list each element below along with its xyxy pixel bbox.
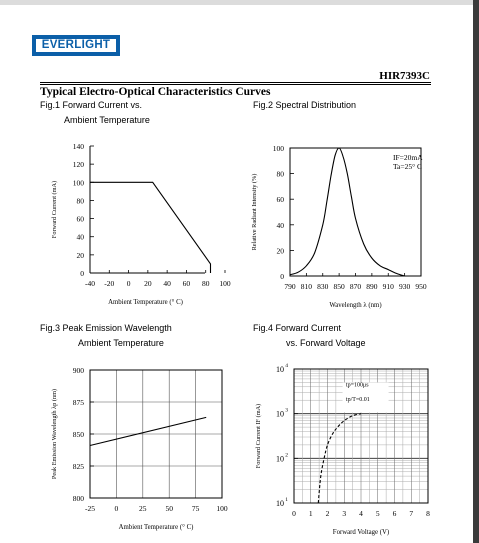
- fig3-y-tick-label: 900: [72, 366, 84, 375]
- fig2-y-axis-label: Relative Radiant Intensity (%): [251, 173, 258, 251]
- fig2-x-tick-label: 790: [284, 282, 296, 291]
- fig4-annotation-duty: tp/T=0.01: [345, 397, 370, 404]
- fig2-x-tick-label: 910: [382, 282, 394, 291]
- fig3-x-axis-label: Ambient Temperature (° C): [118, 524, 194, 531]
- fig4-x-axis-label: Forward Voltage (V): [332, 529, 390, 536]
- fig3-y-axis-label: Peak Emission Wavelength λp (nm): [51, 388, 58, 480]
- fig2-caption: Fig.2 Spectral Distribution: [253, 100, 357, 110]
- section-title: Typical Electro-Optical Characteristics Curves: [40, 86, 271, 98]
- fig3-x-tick-label: 100: [216, 504, 228, 513]
- fig1-x-tick-label: 100: [219, 279, 231, 288]
- fig4-x-tick-label: 4: [359, 509, 363, 518]
- fig4-x-tick-label: 1: [308, 509, 313, 518]
- fig4-x-tick-label: 3: [342, 509, 347, 518]
- fig4-y-tick-label: 10: [276, 365, 284, 374]
- fig2-x-tick-label: 810: [300, 282, 312, 291]
- fig3-series-line: [90, 417, 206, 445]
- fig4-x-tick-label: 5: [375, 509, 380, 518]
- fig3-y-tick-label: 850: [72, 430, 84, 439]
- fig2-annotation-current: IF=20mA: [393, 153, 423, 162]
- logo-text: EVERLIGHT: [36, 39, 116, 52]
- part-number: HIR7393C: [379, 70, 430, 82]
- fig3-y-tick-label: 875: [72, 398, 84, 407]
- fig1-caption-sub: Ambient Temperature: [64, 115, 150, 125]
- fig1-y-tick-label: 60: [76, 214, 84, 224]
- fig3-x-tick-label: 0: [114, 504, 119, 513]
- fig3-y-tick-label: 825: [72, 462, 84, 471]
- fig2-y-tick-label: 40: [276, 220, 284, 230]
- fig2-x-tick-label: 830: [317, 282, 329, 291]
- fig4-y-axis-label: Forward Current IF (mA): [255, 403, 262, 469]
- fig1-x-tick-label: 80: [201, 279, 210, 288]
- fig2-y-tick-label: 20: [276, 246, 284, 256]
- fig4-x-tick-label: 2: [325, 509, 330, 518]
- fig4-y-tick-label: 10: [276, 499, 284, 508]
- fig3-x-tick-label: -25: [85, 504, 95, 513]
- fig4-caption: Fig.4 Forward Current: [253, 323, 342, 333]
- fig1-x-tick-label: 60: [182, 279, 191, 288]
- fig2-x-tick-label: 890: [366, 282, 378, 291]
- fig1-series-line: [90, 182, 211, 273]
- fig2-x-tick-label: 930: [399, 282, 411, 291]
- fig4-annotation-pulse: tp=100μs: [345, 382, 369, 389]
- fig4-y-tick-exponent: 4: [285, 363, 288, 369]
- fig1-y-axis-label: Forward Current (mA): [51, 180, 58, 239]
- fig2-annotation-temp: Ta=25° C: [393, 162, 422, 171]
- fig3-x-tick-label: 75: [191, 504, 200, 513]
- fig4-y-tick-exponent: 2: [285, 452, 288, 459]
- fig1-y-tick-label: 120: [72, 160, 84, 170]
- fig1-caption: Fig.1 Forward Current vs.: [40, 100, 143, 110]
- fig2-y-tick-label: 60: [276, 195, 284, 205]
- fig2-y-tick-label: 100: [272, 144, 284, 153]
- fig1-x-tick-label: -20: [104, 279, 115, 288]
- fig1-x-tick-label: 40: [163, 279, 171, 288]
- fig2-series-line: [290, 148, 405, 276]
- fig3-y-tick-label: 800: [72, 494, 84, 503]
- fig4-y-tick-label: 10: [276, 409, 284, 419]
- fig1-y-tick-label: 100: [72, 178, 84, 188]
- fig3-x-tick-label: 50: [165, 504, 173, 513]
- fig4-caption-sub: vs. Forward Voltage: [286, 338, 366, 348]
- fig4-x-tick-label: 7: [409, 509, 414, 518]
- fig2-y-tick-label: 80: [276, 169, 284, 179]
- fig2-x-tick-label: 850: [333, 282, 345, 291]
- fig1-y-tick-label: 140: [72, 142, 84, 151]
- fig2-y-tick-label: 0: [280, 272, 284, 281]
- fig4-x-tick-label: 0: [292, 509, 296, 518]
- fig3-caption-sub: Ambient Temperature: [78, 338, 164, 348]
- fig4-x-tick-label: 8: [426, 509, 430, 518]
- fig4-y-tick-label: 10: [276, 454, 284, 464]
- fig1-x-tick-label: 0: [126, 279, 131, 288]
- fig4-x-tick-label: 6: [392, 509, 397, 518]
- fig1-x-tick-label: -40: [85, 279, 95, 288]
- fig1-y-tick-label: 40: [76, 232, 84, 242]
- fig1-y-tick-label: 0: [80, 269, 84, 278]
- fig2-x-tick-label: 950: [415, 282, 427, 291]
- fig2-x-tick-label: 870: [349, 282, 362, 291]
- fig1-x-tick-label: 20: [144, 279, 152, 288]
- fig1-y-tick-label: 80: [76, 196, 84, 206]
- fig3-caption: Fig.3 Peak Emission Wavelength: [40, 323, 172, 333]
- fig3-x-tick-label: 25: [139, 504, 147, 513]
- fig4-y-tick-exponent: 3: [285, 407, 288, 414]
- fig1-y-tick-label: 20: [76, 250, 84, 260]
- fig1-x-axis-label: Ambient Temperature (° C): [108, 299, 183, 306]
- fig4-y-tick-exponent: 1: [285, 497, 288, 503]
- fig2-x-axis-label: Wavelength λ (nm): [329, 302, 382, 309]
